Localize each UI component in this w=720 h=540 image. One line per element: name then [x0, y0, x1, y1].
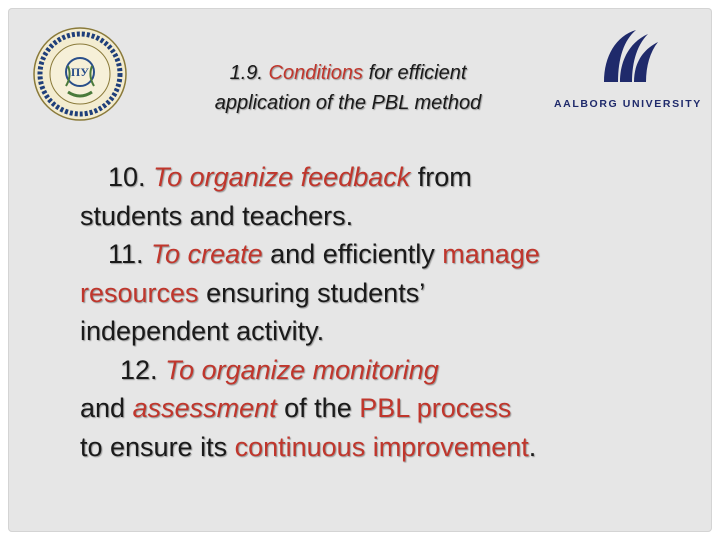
condition-12-period: . [528, 431, 537, 462]
condition-11-highlight-3: resources [80, 277, 199, 308]
condition-10-line-1 [80, 158, 700, 197]
condition-11-line-3: independent activity. [80, 316, 325, 346]
university-seal-icon [32, 26, 128, 122]
condition-12-highlight-2: assessment [132, 393, 277, 423]
title-rest: for efficient [368, 62, 467, 84]
condition-12-highlight-3: PBL process [359, 393, 512, 423]
condition-11-highlight-2: manage [442, 239, 540, 269]
condition-11-line-2 [80, 274, 700, 313]
condition-12-line-3 [80, 428, 700, 467]
title-highlight: Conditions [268, 62, 364, 84]
condition-12-highlight: To organize monitoring [165, 354, 439, 385]
title-number: 1.9. [229, 62, 263, 84]
condition-11-text-2: ensuring students’ [206, 277, 426, 308]
condition-10-text: from [417, 162, 472, 192]
condition-10-highlight: To organize feedback [153, 162, 411, 192]
title-line-2: application of the PBL method [214, 92, 482, 114]
condition-12-text: and [80, 393, 126, 423]
condition-12-line-2 [80, 389, 700, 428]
conditions-list [80, 158, 700, 466]
svg-text:ПУ: ПУ [70, 65, 90, 79]
condition-10-number: 10. [108, 162, 146, 192]
condition-10-line-2: students and teachers. [80, 200, 354, 231]
condition-12-line-1 [80, 351, 700, 390]
condition-12-number: 12. [120, 354, 158, 385]
condition-11-number: 11. [108, 239, 144, 269]
condition-11-text: and efficiently [270, 239, 435, 269]
slide [8, 8, 712, 532]
condition-12-text-3: to ensure its [80, 431, 228, 462]
slide-title [158, 58, 538, 118]
condition-11-highlight: To create [151, 239, 263, 269]
condition-12-text-2: of the [284, 393, 352, 423]
condition-12-highlight-4: continuous improvement [234, 431, 529, 462]
aalborg-logo-text: AALBORG UNIVERSITY [554, 98, 702, 110]
condition-11-line-1 [80, 235, 700, 274]
aalborg-wave-icon [598, 26, 662, 84]
